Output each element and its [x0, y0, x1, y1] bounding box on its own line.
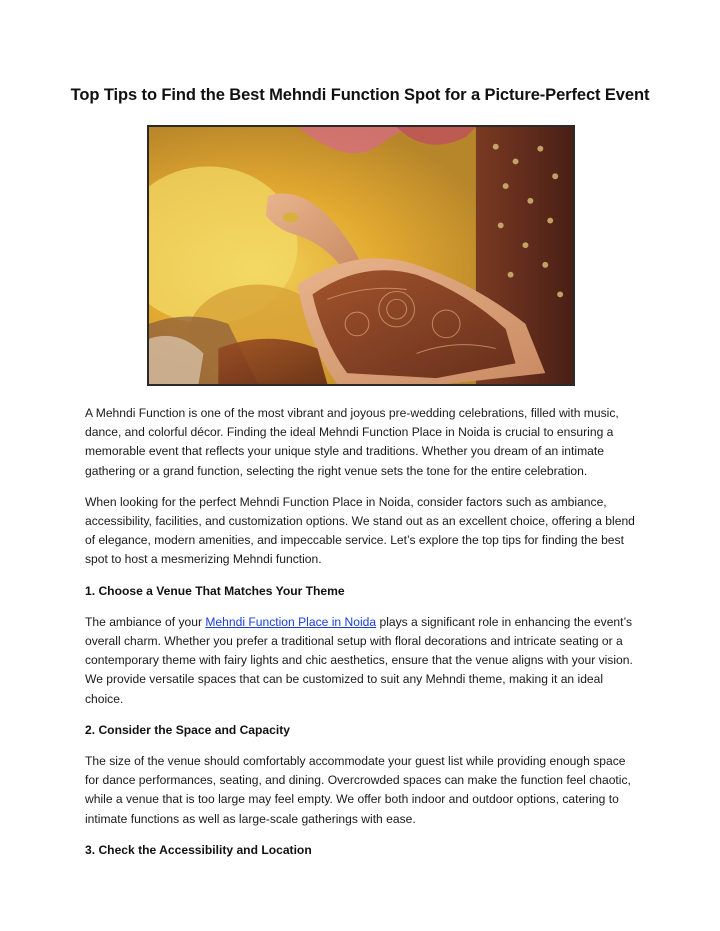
section-heading-1: 1. Choose a Venue That Matches Your Theme [85, 583, 345, 598]
section-paragraph-1 [85, 613, 637, 709]
text-span: plays a significant role in enhancing the event’s overall charm. Whether you prefer a traditional setup with floral decorations and intricate seating or a contemporary theme with fairy lights and chic aesthetics, ensure that the venue aligns with your vision. We provide versatile spaces that can be customized to suit any Mehndi theme, making it an ideal choice. [85, 614, 633, 706]
section-heading-2: 2. Consider the Space and Capacity [85, 722, 290, 737]
text-span: The ambiance of your [85, 614, 206, 629]
document-title: Top Tips to Find the Best Mehndi Function Spot for a Picture-Perfect Event [70, 86, 650, 104]
article-body [85, 404, 637, 872]
section-paragraph-2: The size of the venue should comfortably accommodate your guest list while providing enough space for dance performances, seating, and dining. Overcrowded spaces can make the function feel chaotic, while a venue that is too large may feel empty. We offer both indoor and outdoor options, catering to intimate functions as well as large-scale gatherings with ease. [85, 754, 631, 826]
mehndi-venue-link[interactable]: Mehndi Function Place in Noida [205, 614, 377, 629]
paragraph-2: When looking for the perfect Mehndi Function Place in Noida, consider factors such as ambiance, accessibility, facilities, and customization options. We stand out as an excellent choice, offering a blend of elegance, modern amenities, and impeccable service. Let’s explore the top tips for finding the best spot to host a mesmerizing Mehndi function. [85, 494, 635, 567]
intro-paragraph: A Mehndi Function is one of the most vibrant and joyous pre-wedding celebrations, filled with music, dance, and colorful décor. Finding the ideal Mehndi Function Place in Noida is crucial to ensuring a memorable event that reflects your unique style and traditions. Whether you dream of an intimate gathering or a grand function, selecting the right venue sets the tone for the entire celebration. [85, 406, 619, 478]
mehndi-hands-photo [149, 127, 573, 384]
hero-image [147, 125, 575, 386]
section-heading-3: 3. Check the Accessibility and Location [85, 842, 312, 857]
